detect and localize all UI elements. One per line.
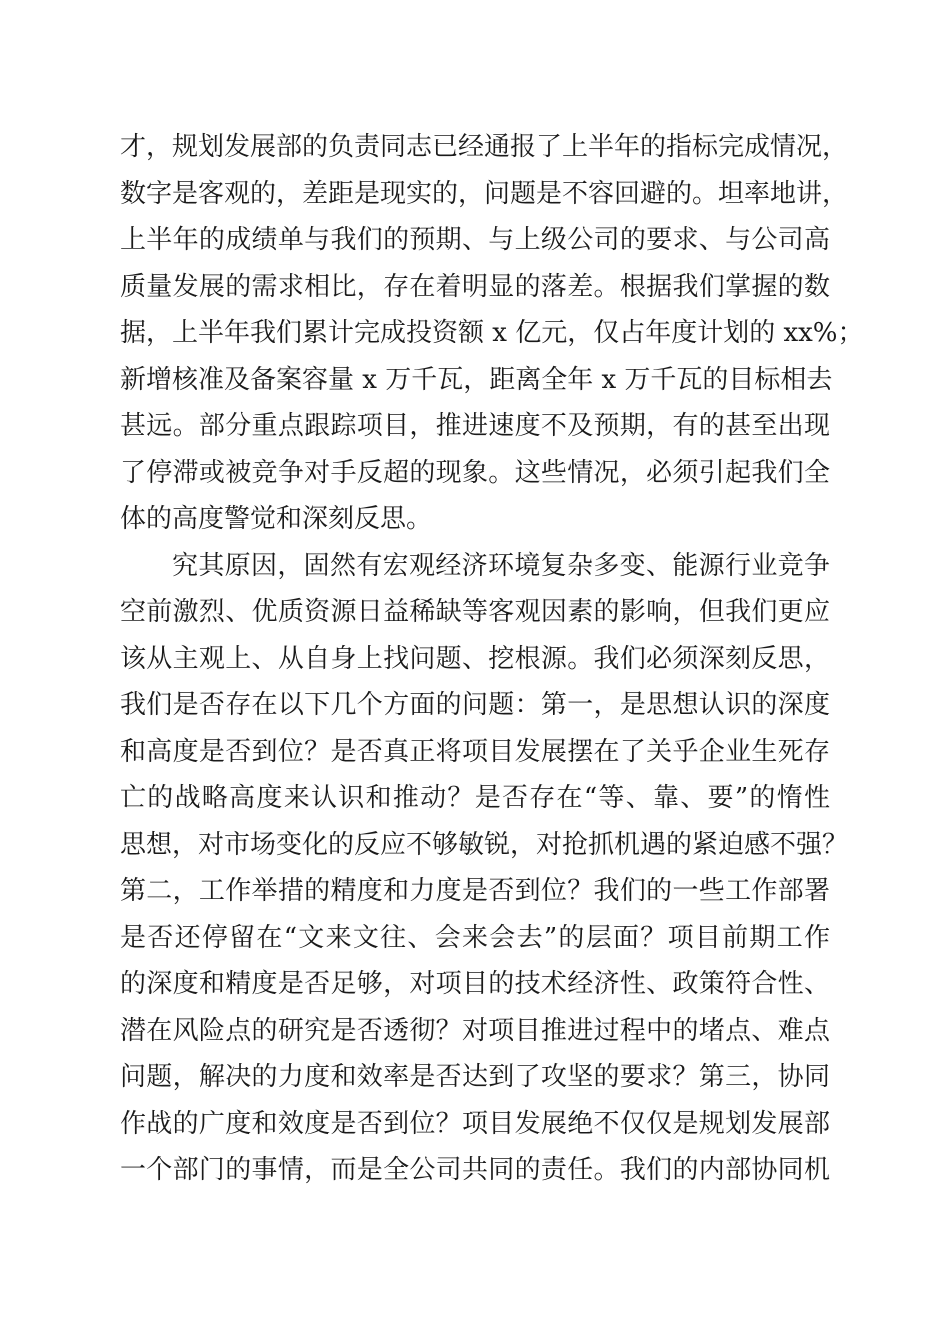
text-line: 作战的广度和效度是否到位？项目发展绝不仅仅是规划发展部 [120, 1108, 830, 1139]
text-line: 潜在风险点的研究是否透彻？对项目推进过程中的堵点、难点 [120, 1015, 830, 1046]
text-line: 第二，工作举措的精度和力度是否到位？我们的一些工作部署 [120, 876, 830, 906]
text-line: 了停滞或被竞争对手反超的现象。这些情况，必须引起我们全 [120, 457, 830, 488]
paragraph-first-line: 究其原因，固然有宏观经济环境复杂多变、能源行业竞争 [172, 550, 830, 581]
text-line: 新增核准及备案容量 x 万千瓦，距离全年 x 万千瓦的目标相去 [120, 364, 833, 395]
text-line: 数字是客观的，差距是现实的，问题是不容回避的。坦率地讲， [120, 178, 849, 209]
text-line: 是否还停留在“文来文往、会来会去”的层面？项目前期工作 [120, 922, 830, 953]
text-line: 甚远。部分重点跟踪项目，推进速度不及预期，有的甚至出现 [120, 411, 830, 441]
text-line: 我们是否存在以下几个方面的问题：第一，是思想认识的深度 [120, 690, 830, 720]
paragraph-last-line: 体的高度警觉和深刻反思。 [120, 504, 433, 534]
text-line: 亡的战略高度来认识和推动？是否存在“等、靠、要”的惰性 [120, 783, 830, 813]
text-line: 据，上半年我们累计完成投资额 x 亿元，仅占年度计划的 xx%； [120, 318, 864, 348]
text-line: 才，规划发展部的负责同志已经通报了上半年的指标完成情况， [120, 132, 849, 162]
text-line: 该从主观上、从自身上找问题、挖根源。我们必须深刻反思， [120, 643, 830, 674]
text-line: 空前激烈、优质资源日益稀缺等客观因素的影响，但我们更应 [120, 597, 830, 627]
text-line: 的深度和精度是否足够，对项目的技术经济性、政策符合性、 [120, 969, 830, 999]
body-text [120, 124, 864, 1194]
text-line: 问题，解决的力度和效率是否达到了攻坚的要求？第三，协同 [120, 1062, 830, 1092]
text-line: 和高度是否到位？是否真正将项目发展摆在了关乎企业生死存 [120, 736, 830, 767]
text-line: 上半年的成绩单与我们的预期、与上级公司的要求、与公司高 [120, 225, 830, 255]
text-line: 思想，对市场变化的反应不够敏锐，对抢抓机遇的紧迫感不强？ [120, 829, 849, 860]
text-line: 质量发展的需求相比，存在着明显的落差。根据我们掌握的数 [120, 271, 830, 302]
text-line: 一个部门的事情，而是全公司共同的责任。我们的内部协同机 [120, 1155, 830, 1185]
